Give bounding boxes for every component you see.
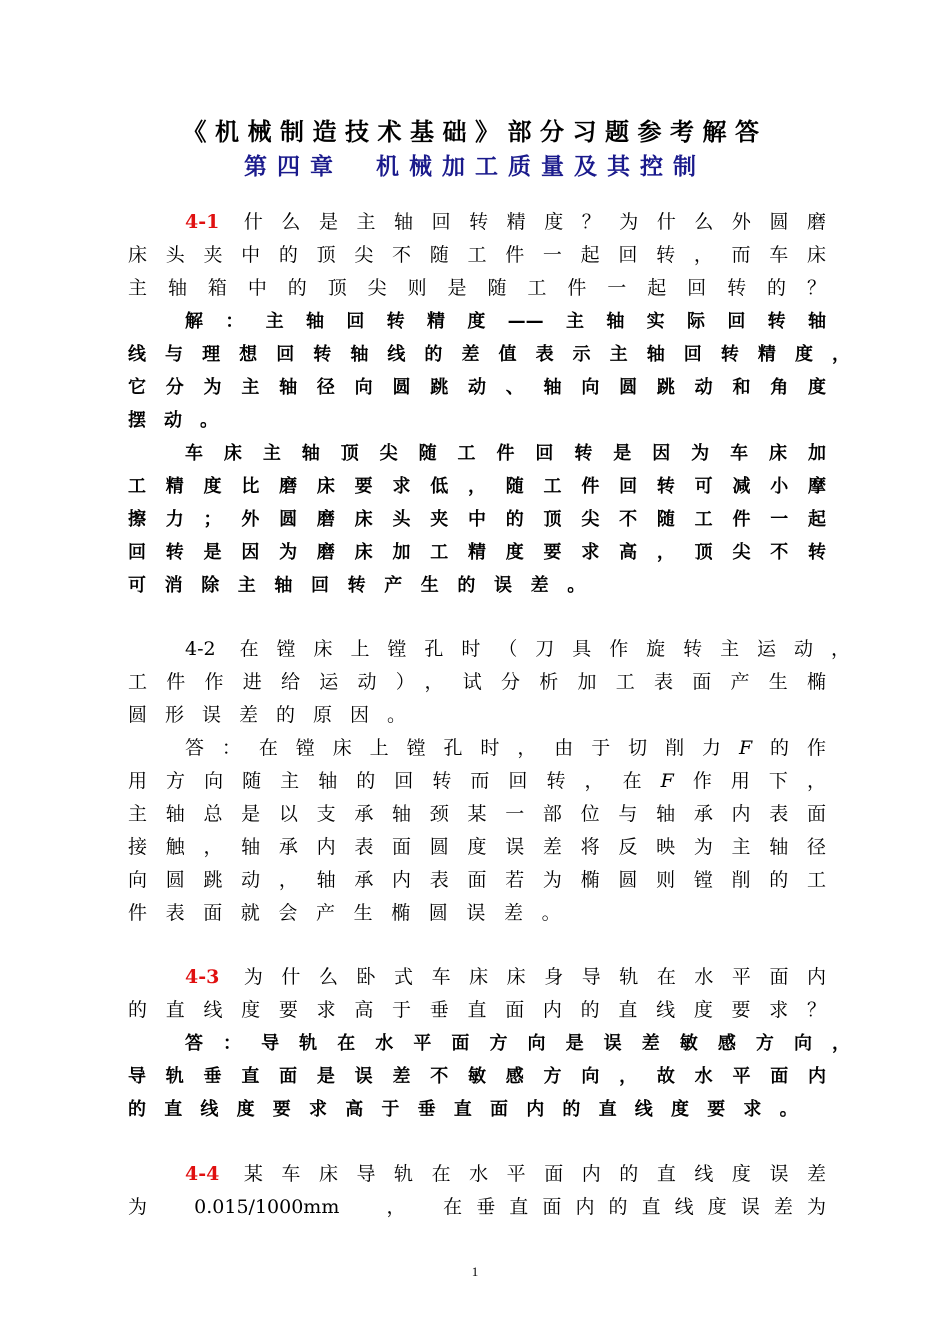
answer-text: 车床主轴顶尖随工件回转是因为车床加 <box>185 443 826 464</box>
question-number: 4-3 <box>185 966 220 988</box>
question-text: 为 0.015/1000mm ， 在垂直面内的直线度误差为 <box>128 1196 826 1218</box>
question-text: 什么是主轴回转精度？为什么外圆磨 <box>225 211 826 233</box>
question-4-1 <box>185 206 826 239</box>
answer-text: 向圆跳动，轴承内表面若为椭圆则镗削的工 <box>128 869 826 891</box>
answer-segment: 用方向随主轴的回转而回转，在 <box>128 770 661 792</box>
answer-text: 它分为主轴径向圆跳动、轴向圆跳动和角度 <box>128 377 826 398</box>
question-number: 4-4 <box>185 1163 220 1185</box>
answer-segment: 作用下， <box>673 770 826 792</box>
answer-text: 主轴总是以支承轴颈某一部位与轴承内表面 <box>128 803 826 825</box>
question-text: 的直线度要求高于垂直面内的直线度要求？ <box>128 999 826 1021</box>
answer-text: 接触，轴承内表面圆度误差将反映为主轴径 <box>128 836 826 858</box>
question-text: 主轴箱中的顶尖则是随工件一起回转的？ <box>128 277 826 299</box>
answer-text: 工精度比磨床要求低，随工件回转可减小摩 <box>128 476 826 497</box>
question-number: 4-1 <box>185 211 220 233</box>
answer-text: 答：导轨在水平面方向是误差敏感方向， <box>185 1033 850 1054</box>
question-4-3 <box>185 961 826 994</box>
question-4-4 <box>185 1158 826 1191</box>
question-text: 在镗床上镗孔时（刀具作旋转主运动， <box>221 638 850 660</box>
question-text: 床头夹中的顶尖不随工件一起回转，而车床 <box>128 244 826 266</box>
question-4-2 <box>185 633 850 666</box>
answer-text: 件表面就会产生椭圆误差。 <box>128 902 580 924</box>
question-text: 工件作进给运动），试分析加工表面产生椭 <box>128 671 826 693</box>
answer-segment: 的作 <box>752 737 826 759</box>
question-number: 4-2 <box>185 638 216 660</box>
answer-text <box>128 765 826 798</box>
question-text: 某车床导轨在水平面内的直线度误差 <box>225 1163 826 1185</box>
question-text: 圆形误差的原因。 <box>128 704 425 726</box>
answer-text <box>185 732 826 765</box>
force-symbol: F <box>660 770 674 792</box>
answer-text: 摆动。 <box>128 410 236 431</box>
answer-text: 导轨垂直面是误差不敏感方向，故水平面内 <box>128 1066 826 1087</box>
force-symbol: F <box>738 737 753 759</box>
question-text: 为什么卧式车床床身导轨在水平面内 <box>225 966 826 988</box>
answer-segment: 答：在镗床上镗孔时，由于切削力 <box>185 737 739 759</box>
answer-text: 解：主轴回转精度——主轴实际回转轴 <box>185 311 826 332</box>
answer-text: 的直线度要求高于垂直面内的直线度要求。 <box>128 1099 816 1120</box>
answer-text: 回转是因为磨床加工精度要求高，顶尖不转 <box>128 542 826 563</box>
answer-text: 可消除主轴回转产生的误差。 <box>128 575 604 596</box>
answer-text: 线与理想回转轴线的差值表示主轴回转精度， <box>128 344 850 365</box>
chapter-title: 第四章 机械加工质量及其控制 <box>244 154 706 180</box>
document-title: 《机械制造技术基础》部分习题参考解答 <box>182 118 768 146</box>
page-number: 1 <box>471 1264 479 1279</box>
answer-text: 擦力；外圆磨床头夹中的顶尖不随工件一起 <box>128 509 826 530</box>
